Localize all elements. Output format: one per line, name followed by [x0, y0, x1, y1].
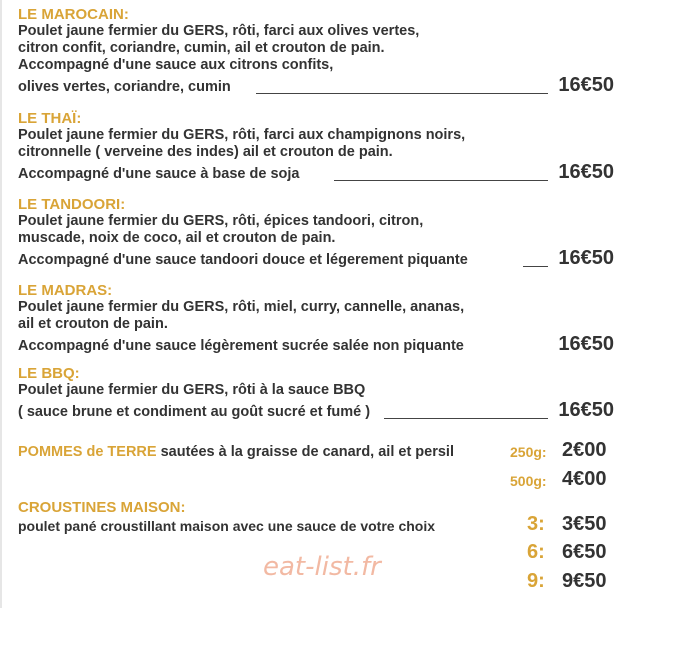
- item-description-line: citron confit, coriandre, cumin, ail et crouton de pain.: [18, 40, 385, 56]
- menu-item-marocain: [18, 6, 618, 96]
- item-price-row: [18, 333, 618, 355]
- croustines-price: 3€50: [562, 513, 607, 535]
- item-description-line: ( sauce brune et condiment au goût sucré et fumé ): [18, 404, 371, 420]
- croustines-count-label: 9:: [527, 570, 545, 592]
- item-description-line: olives vertes, coriandre, cumin: [18, 79, 231, 95]
- item-title: LE BBQ:: [18, 365, 80, 382]
- item-title: LE THAÏ:: [18, 110, 82, 127]
- item-price-row: [18, 161, 618, 183]
- item-description-line: muscade, noix de coco, ail et crouton de pain.: [18, 230, 336, 246]
- item-price: 16€50: [558, 399, 614, 421]
- item-price-row: [18, 74, 618, 96]
- pommes-price: 4€00: [562, 468, 607, 490]
- menu-item-bbq: [18, 365, 618, 421]
- item-description-line: Poulet jaune fermier du GERS, rôti, farci aux olives vertes,: [18, 23, 420, 39]
- item-description-line: ail et crouton de pain.: [18, 316, 168, 332]
- pommes-title: POMMES de TERRE: [18, 444, 157, 460]
- left-border: [0, 0, 2, 608]
- pommes-price: 2€00: [562, 439, 607, 461]
- pommes-size-label: 500g:: [510, 473, 547, 489]
- croustines-count-label: 3:: [527, 513, 545, 535]
- item-title: LE MAROCAIN:: [18, 6, 129, 23]
- price-leader-line: [334, 180, 548, 181]
- item-price: 16€50: [558, 247, 614, 269]
- item-price: 16€50: [558, 74, 614, 96]
- item-description-line: Poulet jaune fermier du GERS, rôti à la sauce BBQ: [18, 382, 366, 398]
- item-description-line: Poulet jaune fermier du GERS, rôti, farci aux champignons noirs,: [18, 127, 466, 143]
- item-price-row: [18, 247, 618, 269]
- item-price: 16€50: [558, 161, 614, 183]
- item-price-row: [18, 399, 618, 421]
- item-description-line: Accompagné d'une sauce tandoori douce et légerement piquante: [18, 252, 468, 268]
- croustines-description: poulet pané croustillant maison avec une sauce de votre choix: [18, 518, 436, 534]
- croustines-title: CROUSTINES MAISON:: [18, 499, 186, 516]
- pommes-description: sautées à la graisse de canard, ail et persil: [160, 444, 454, 460]
- item-description-line: citronnelle ( verveine des indes) ail et crouton de pain.: [18, 144, 393, 160]
- item-description-line: Accompagné d'une sauce à base de soja: [18, 166, 300, 182]
- menu-item-tandoori: [18, 196, 618, 269]
- croustines-price: 6€50: [562, 541, 607, 563]
- menu-item-madras: [18, 282, 618, 355]
- croustines-price: 9€50: [562, 570, 607, 592]
- croustines-count-label: 6:: [527, 541, 545, 563]
- item-description-line: Accompagné d'une sauce aux citrons confits,: [18, 57, 334, 73]
- price-leader-line: [256, 93, 548, 94]
- item-title: LE TANDOORI:: [18, 196, 126, 213]
- item-description-line: Poulet jaune fermier du GERS, rôti, miel, curry, cannelle, ananas,: [18, 299, 465, 315]
- item-description-line: Accompagné d'une sauce légèrement sucrée salée non piquante: [18, 338, 464, 354]
- watermark-text: eat-list.fr: [263, 552, 381, 582]
- price-leader-line: [523, 266, 548, 267]
- price-leader-line: [384, 418, 548, 419]
- menu-item-thai: [18, 110, 618, 183]
- pommes-size-label: 250g:: [510, 444, 547, 460]
- pommes-row: [18, 444, 454, 461]
- item-price: 16€50: [558, 333, 614, 355]
- item-description-line: Poulet jaune fermier du GERS, rôti, épices tandoori, citron,: [18, 213, 424, 229]
- item-title: LE MADRAS:: [18, 282, 113, 299]
